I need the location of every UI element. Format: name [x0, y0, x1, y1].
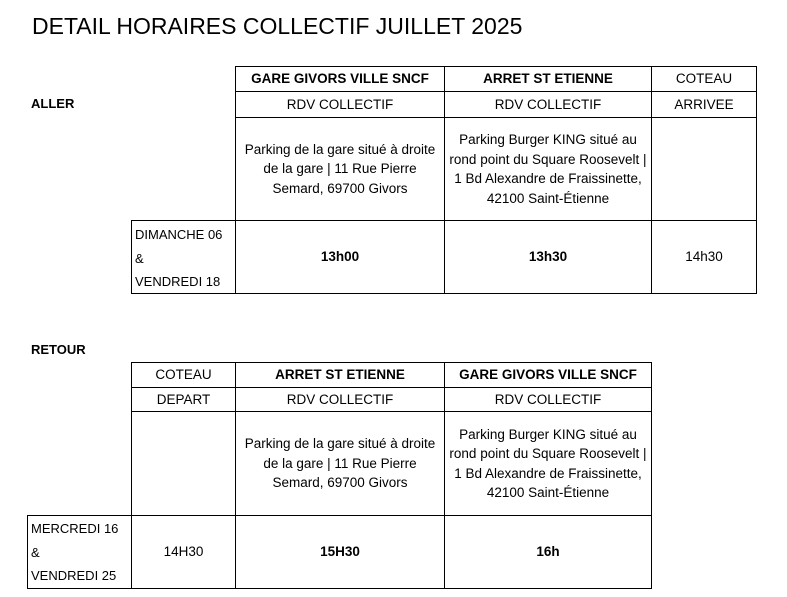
aller-type-2: RDV COLLECTIF: [444, 91, 651, 117]
retour-header-gare-givors: GARE GIVORS VILLE SNCF: [444, 362, 652, 387]
retour-date-1: MERCREDI 16: [31, 521, 119, 536]
aller-dates: [131, 220, 235, 294]
retour-date-sep: &: [31, 544, 40, 560]
aller-time-2: 13h30: [444, 220, 651, 294]
aller-address-2: Parking Burger KING situé au rond point du Square Roosevelt | 1 Bd Alexandre de Fraissinette, 42100 Saint-Étienne: [444, 117, 651, 220]
retour-type-3: RDV COLLECTIF: [444, 387, 652, 411]
retour-time-1: 14H30: [131, 515, 235, 589]
retour-address-1-empty: [131, 411, 235, 515]
retour-dates: [27, 515, 131, 589]
retour-address-3: Parking Burger KING situé au rond point du Square Roosevelt | 1 Bd Alexandre de Fraissinette, 42100 Saint-Étienne: [444, 411, 652, 515]
aller-date-2: VENDREDI 18: [135, 274, 221, 289]
page-title: DETAIL HORAIRES COLLECTIF JUILLET 2025: [32, 13, 523, 39]
aller-address-3-empty: [651, 117, 757, 220]
aller-date-sep: &: [135, 250, 144, 266]
retour-label: RETOUR: [31, 342, 86, 357]
retour-time-2: 15H30: [235, 515, 444, 589]
aller-type-1: RDV COLLECTIF: [235, 91, 444, 117]
retour-type-2: RDV COLLECTIF: [235, 387, 444, 411]
aller-label: ALLER: [31, 96, 75, 111]
retour-header-coteau: COTEAU: [131, 362, 235, 387]
retour-type-1: DEPART: [131, 387, 235, 411]
aller-header-coteau: COTEAU: [651, 66, 757, 91]
retour-header-arret-st-etienne: ARRET ST ETIENNE: [235, 362, 444, 387]
aller-header-gare-givors: GARE GIVORS VILLE SNCF: [235, 66, 444, 91]
retour-date-2: VENDREDI 25: [31, 568, 117, 583]
aller-time-3: 14h30: [651, 220, 757, 294]
aller-date-1: DIMANCHE 06: [135, 227, 223, 242]
retour-address-2: Parking de la gare situé à droite de la gare | 11 Rue Pierre Semard, 69700 Givors: [235, 411, 444, 515]
retour-time-3: 16h: [444, 515, 652, 589]
aller-address-1: Parking de la gare situé à droite de la gare | 11 Rue Pierre Semard, 69700 Givors: [235, 117, 444, 220]
aller-type-3: ARRIVEE: [651, 91, 757, 117]
aller-header-arret-st-etienne: ARRET ST ETIENNE: [444, 66, 651, 91]
aller-time-1: 13h00: [235, 220, 444, 294]
